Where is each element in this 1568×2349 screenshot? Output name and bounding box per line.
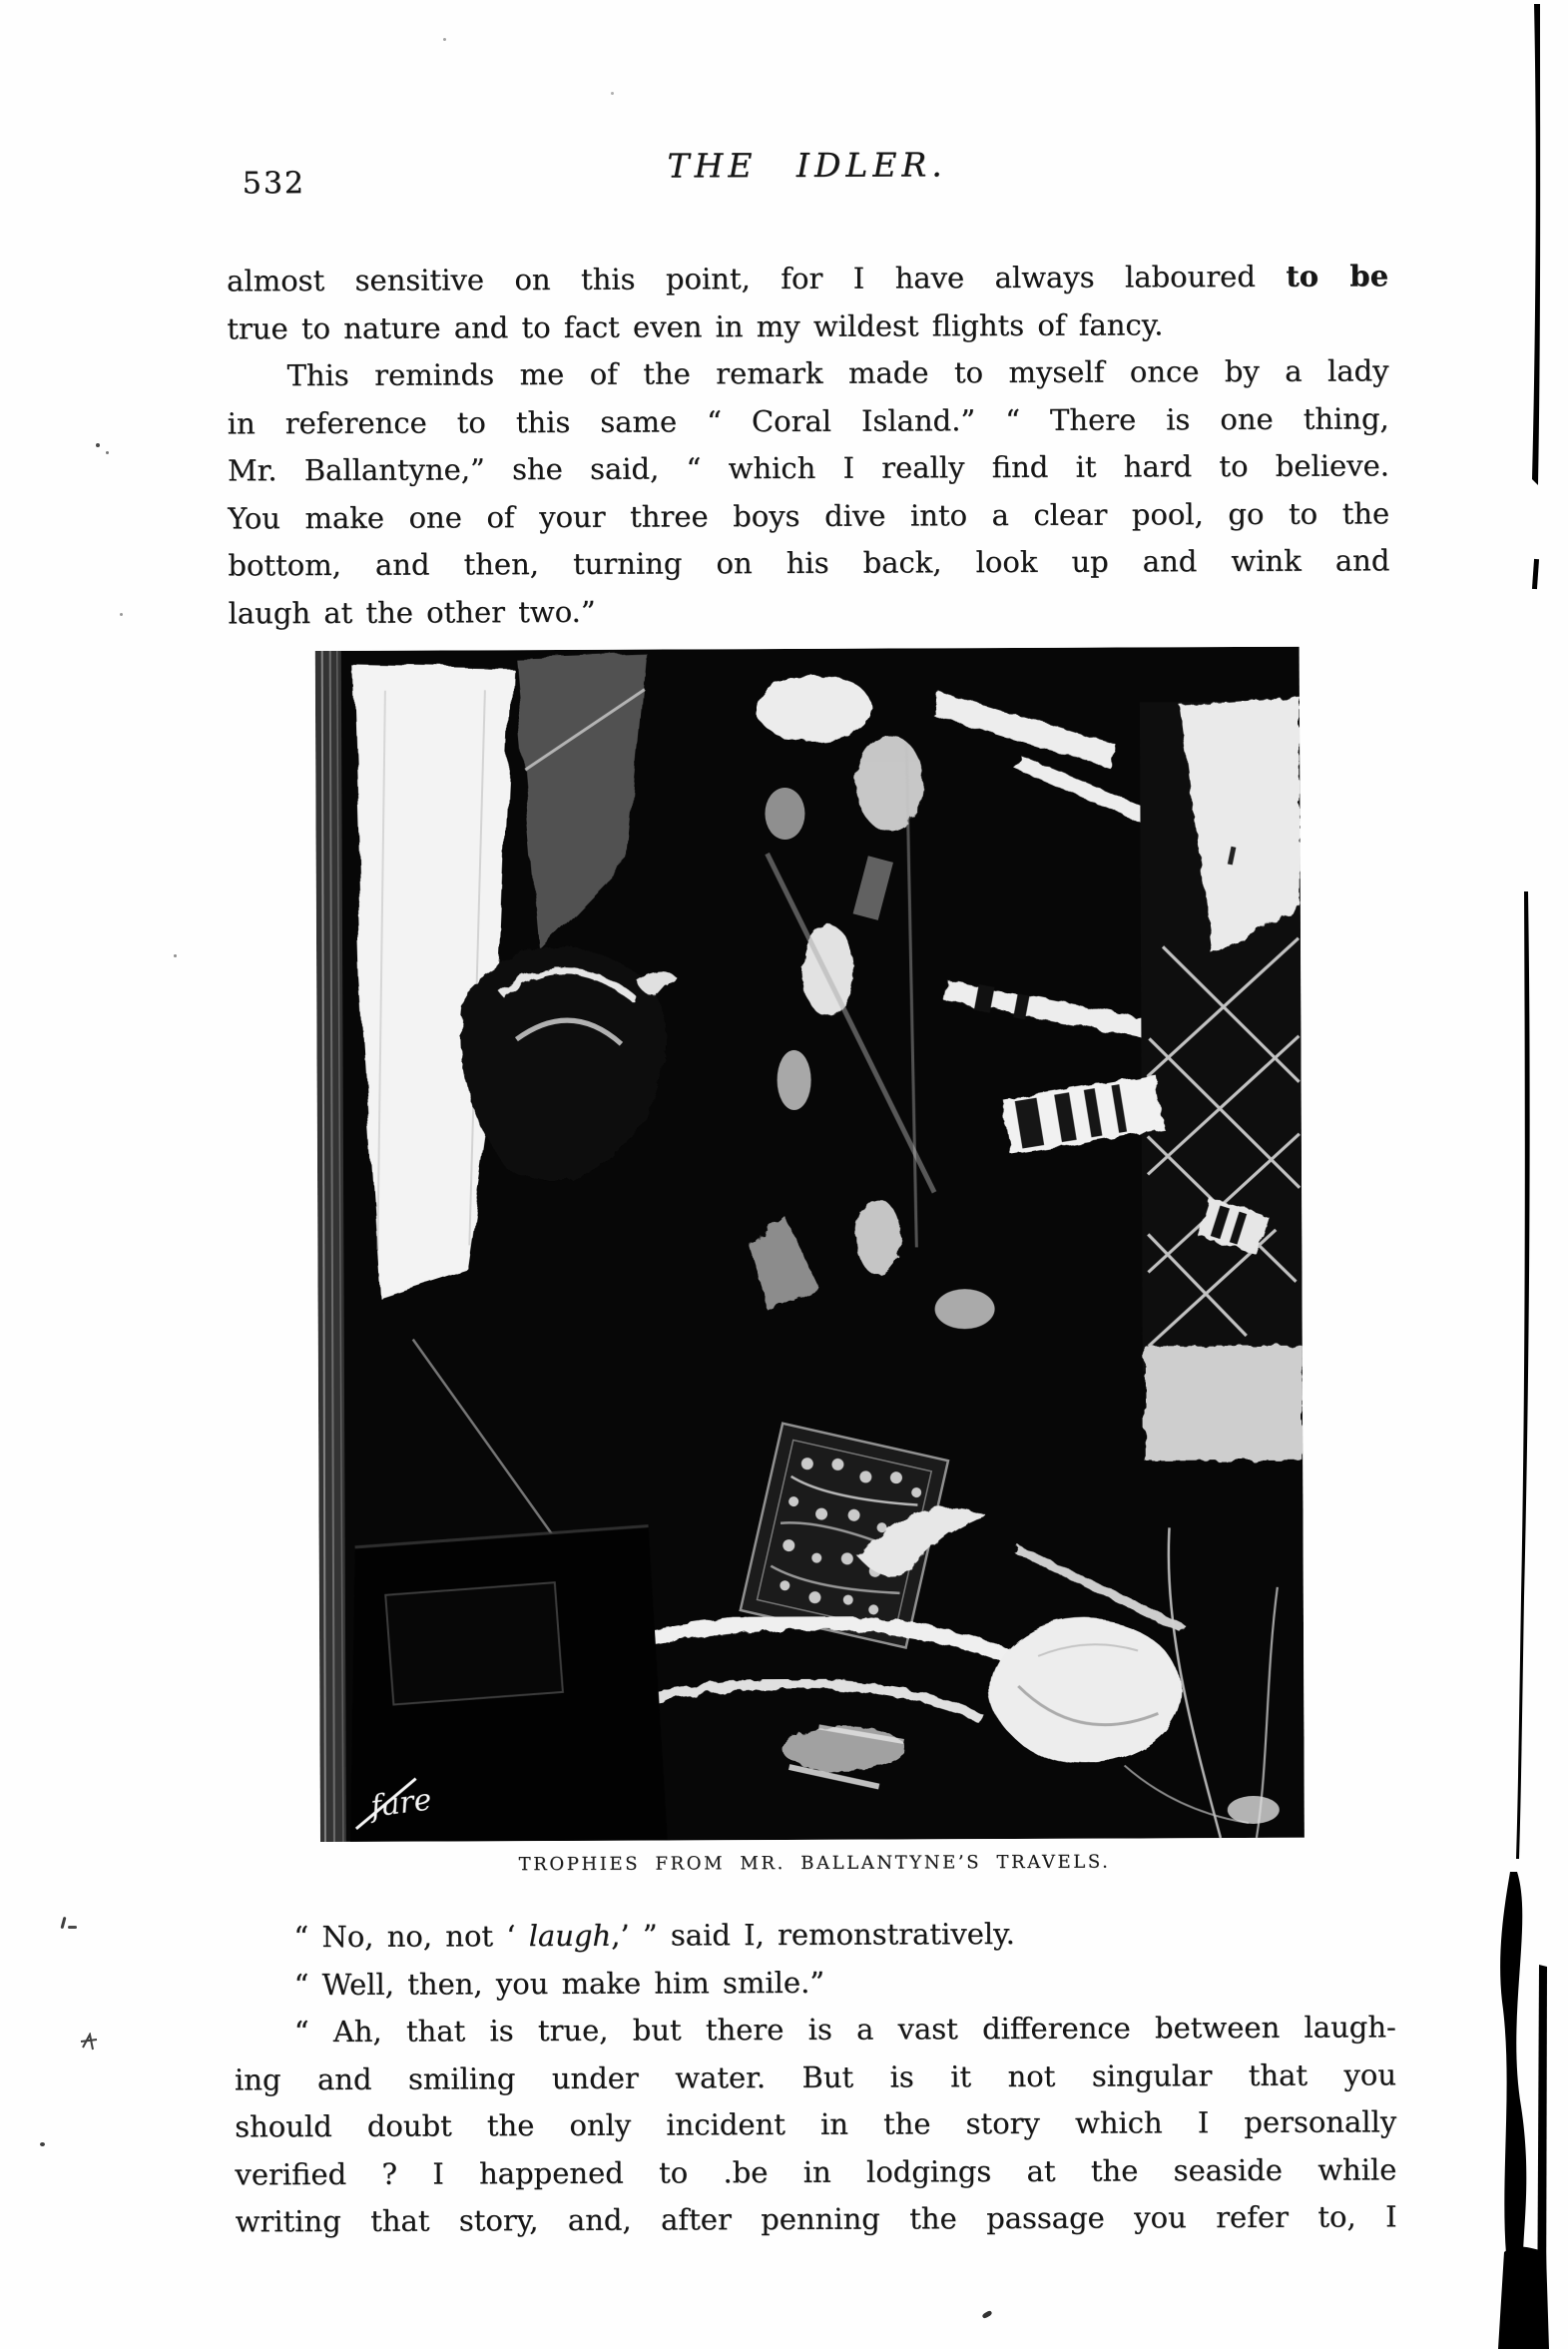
text-line: You make one of your three boys dive into a clear pool, go to the — [228, 495, 1390, 535]
text-line: writing that story, and, after penning the passage you refer to, I — [235, 2199, 1397, 2239]
text-line: This reminds me of the remark made to myself once by a lady — [286, 353, 1389, 393]
ink-speck — [443, 38, 446, 41]
text-segment: almost sensitive on this point, for I have always laboured — [227, 259, 1287, 298]
paragraph — [234, 1909, 1395, 2009]
text-line: should doubt the only incident in the story which I personally — [235, 2104, 1397, 2144]
paragraph — [235, 2004, 1397, 2246]
photo-illustration — [315, 647, 1305, 1842]
text-segment: “ No, no, not ‘ — [293, 1919, 529, 1955]
text-line: bottom, and then, turning on his back, look up and wink and — [228, 543, 1390, 583]
ink-speck — [40, 2142, 45, 2146]
ink-speck — [96, 443, 100, 447]
text-line — [234, 1909, 1395, 1962]
ink-speck — [611, 92, 614, 95]
photo-signature: fare — [368, 1782, 434, 1825]
paragraph — [227, 347, 1389, 637]
ink-speck — [174, 954, 177, 957]
paragraph — [227, 253, 1388, 352]
page-title: THE IDLER. — [667, 145, 947, 186]
text-segment: ,’ ” said I, remonstratively. — [611, 1917, 1015, 1953]
text-line: “ Ah, that is true, but there is a vast difference between laugh- — [293, 2010, 1396, 2050]
text-line — [227, 253, 1388, 305]
ink-speck — [106, 451, 109, 454]
ink-speck — [68, 1926, 77, 1929]
ink-speck — [120, 613, 123, 616]
scan-artifact-right-edge — [1488, 0, 1568, 2349]
text-line: verified ? I happened to .be in lodgings at the seaside while — [235, 2151, 1397, 2191]
figure-caption: TROPHIES FROM MR. BALLANTYNE’S TRAVELS. — [518, 1851, 1111, 1876]
text-segment-bold: to be — [1286, 259, 1389, 294]
text-line: Mr. Ballantyne,” she said, “ which I really find it hard to believe. — [227, 448, 1390, 488]
text-line: in reference to this same “ Coral Island.” “ There is one thing, — [227, 400, 1389, 440]
page-number: 532 — [242, 166, 306, 202]
text-line: laugh at the other two.” — [228, 594, 596, 630]
text-line: ing and smiling under water. But is it not singular that you — [234, 2056, 1397, 2096]
ink-flourish — [80, 2033, 100, 2053]
trophies-photograph — [315, 647, 1305, 1842]
text-line: true to nature and to fact even in my wildest flights of fancy. — [227, 306, 1164, 345]
text-line: “ Well, then, you make him smile.” — [293, 1965, 825, 2002]
text-segment-italic: laugh — [528, 1918, 612, 1954]
